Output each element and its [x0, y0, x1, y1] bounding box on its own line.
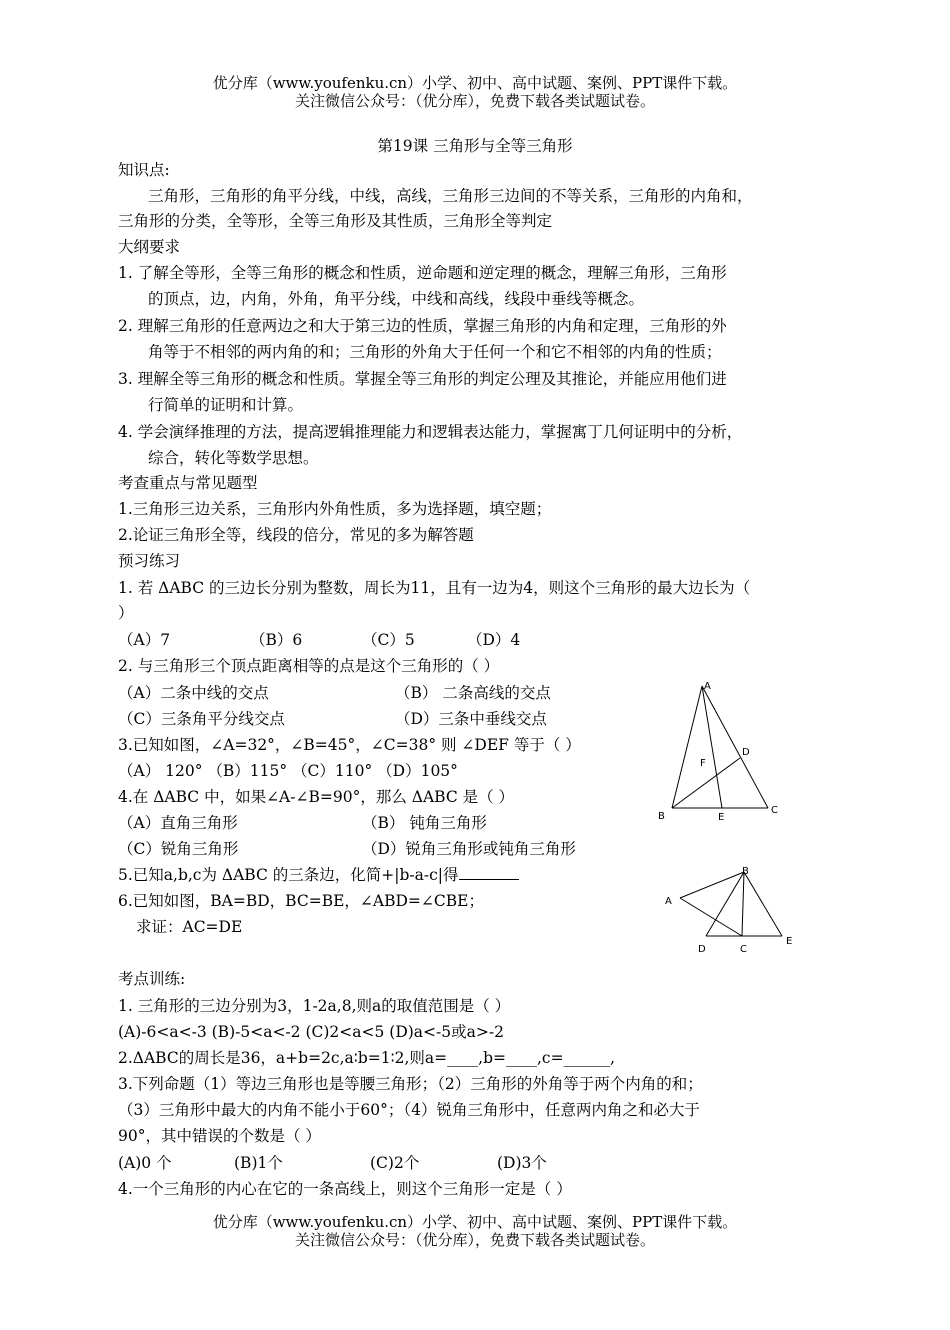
training-q3-option-b: (B)1个	[234, 1154, 283, 1172]
outline-item-2-line-1: 2. 理解三角形的任意两边之和大于第三边的性质，掌握三角形的内角和定理，三角形的外	[118, 317, 727, 335]
preview-q4: 4.在 ΔABC 中，如果∠A-∠B=90°，那么 ΔABC 是（ ）	[118, 788, 515, 806]
label-b: B	[658, 811, 665, 822]
page-title: 第19课 三角形与全等三角形	[377, 137, 573, 155]
outline-item-3-line-1: 3. 理解全等三角形的概念和性质。掌握全等三角形的判定公理及其推论，并能应用他们进	[118, 370, 727, 388]
preview-q2-option-a: （A）二条中线的交点	[118, 684, 269, 702]
label-e: E	[786, 936, 793, 947]
answer-blank	[459, 865, 519, 880]
figure-triangle-abc-def	[650, 672, 800, 832]
header-line-1: 优分库（www.youfenku.cn）小学、初中、高中试题、案例、PPT课件下载。	[212, 74, 738, 92]
label-d: D	[742, 747, 750, 758]
preview-q2-option-c: （C）三条角平分线交点	[118, 710, 285, 728]
preview-q1-option-c: （C）5	[362, 631, 415, 649]
focus-item-1: 1.三角形三边关系，三角形内外角性质，多为选择题，填空题；	[118, 500, 552, 518]
segment-ba	[680, 872, 744, 898]
segment-bd	[706, 872, 744, 936]
training-q1: 1. 三角形的三边分别为3，1-2a,8,则a的取值范围是（ ）	[118, 997, 511, 1015]
label-f: F	[700, 758, 706, 769]
preview-q4-option-d: （D）锐角三角形或钝角三角形	[362, 840, 576, 858]
preview-q5-text: 5.已知a,b,c为 ΔABC 的三条边，化简+|b-a-c|得	[118, 866, 459, 884]
preview-q4-option-b: （B） 钝角三角形	[362, 814, 487, 832]
preview-q6-line-2: 求证：AC=DE	[136, 918, 243, 936]
focus-item-2: 2.论证三角形全等，线段的倍分，常见的多为解答题	[118, 526, 474, 544]
knowledge-line-2: 三角形的分类，全等形，全等三角形及其性质，三角形全等判定	[118, 212, 553, 230]
outline-item-4-line-2: 综合，转化等数学思想。	[148, 449, 319, 467]
preview-q1-option-a: （A）7	[118, 631, 171, 649]
outline-item-2-line-2: 角等于不相邻的两内角的和；三角形的外角大于任何一个和它不相邻的内角的性质；	[148, 343, 722, 361]
outline-item-3-line-2: 行简单的证明和计算。	[148, 396, 304, 414]
label-d: D	[698, 944, 706, 955]
preview-q3: 3.已知如图，∠A=32°，∠B=45°，∠C=38° 则 ∠DEF 等于（ ）	[118, 736, 581, 754]
outline-item-4-line-1: 4. 学会演绎推理的方法，提高逻辑推理能力和逻辑表达能力，掌握寓丁几何证明中的分析，	[118, 423, 743, 441]
training-q1-options: (A)-6<a<-3 (B)-5<a<-2 (C)2<a<5 (D)a<-5或a>-2	[118, 1023, 504, 1041]
preview-q4-option-c: （C）锐角三角形	[118, 840, 239, 858]
training-heading: 考点训练:	[118, 970, 186, 988]
label-b: B	[742, 866, 749, 877]
training-q3-option-a: (A)0 个	[118, 1154, 172, 1172]
preview-q4-option-a: （A）直角三角形	[118, 814, 238, 832]
segment-ac	[680, 898, 742, 936]
training-q3-option-d: (D)3个	[497, 1154, 547, 1172]
training-q3-option-c: (C)2个	[370, 1154, 420, 1172]
training-q4: 4.一个三角形的内心在它的一条高线上，则这个三角形一定是（ ）	[118, 1180, 572, 1198]
preview-q1-line-1: 1. 若 ΔABC 的三边长分别为整数，周长为11，且有一边为4，则这个三角形的最大边长为（	[118, 579, 751, 597]
preview-q2-option-b: （B） 二条高线的交点	[395, 684, 551, 702]
segment-be	[744, 872, 782, 936]
preview-q2: 2. 与三角形三个顶点距离相等的点是这个三角形的（ ）	[118, 657, 500, 675]
label-e: E	[718, 812, 725, 823]
outline-item-1-line-1: 1. 了解全等形，全等三角形的概念和性质，逆命题和逆定理的概念，理解三角形，三角形	[118, 264, 727, 282]
label-a: A	[704, 681, 711, 692]
preview-q3-options: （A） 120° （B）115° （C）110° （D）105°	[118, 762, 458, 780]
preview-q1-line-2: ）	[118, 604, 134, 622]
label-c: C	[771, 805, 778, 816]
header-line-2: 关注微信公众号：（优分库），免费下载各类试题试卷。	[294, 92, 655, 110]
knowledge-line-1: 三角形，三角形的角平分线，中线，高线，三角形三边间的不等关系，三角形的内角和，	[148, 187, 753, 205]
training-q3-line-1: 3.下列命题（1）等边三角形也是等腰三角形；（2）三角形的外角等于两个内角的和；	[118, 1075, 703, 1093]
focus-heading: 考查重点与常见题型	[118, 474, 258, 492]
preview-heading: 预习练习	[118, 552, 181, 570]
footer-line-1: 优分库（www.youfenku.cn）小学、初中、高中试题、案例、PPT课件下载。	[212, 1213, 738, 1231]
preview-q1-option-b: （B）6	[250, 631, 303, 649]
preview-q2-option-d: （D）三条中垂线交点	[395, 710, 547, 728]
label-c: C	[740, 944, 747, 955]
training-q3-line-2: （3）三角形中最大的内角不能小于60°；（4）锐角三角形中，任意两内角之和必大于	[118, 1101, 700, 1119]
preview-q6-line-1: 6.已知如图，BA=BD，BC=BE，∠ABD=∠CBE；	[118, 892, 484, 910]
knowledge-heading: 知识点:	[118, 161, 170, 179]
figure-triangles-abde	[658, 862, 808, 962]
training-q3-line-3: 90°，其中错误的个数是（ ）	[118, 1127, 321, 1145]
label-a: A	[665, 896, 672, 907]
outline-item-1-line-2: 的顶点，边，内角，外角，角平分线，中线和高线，线段中垂线等概念。	[148, 290, 645, 308]
outline-heading: 大纲要求	[118, 238, 181, 256]
training-q2: 2.ΔABC的周长是36，a+b=2c,a∶b=1∶2,则a=____,b=____,c=______,	[118, 1049, 615, 1067]
footer-line-2: 关注微信公众号：（优分库），免费下载各类试题试卷。	[294, 1231, 655, 1249]
segment-bc	[742, 872, 744, 936]
preview-q1-option-d: （D）4	[467, 631, 521, 649]
